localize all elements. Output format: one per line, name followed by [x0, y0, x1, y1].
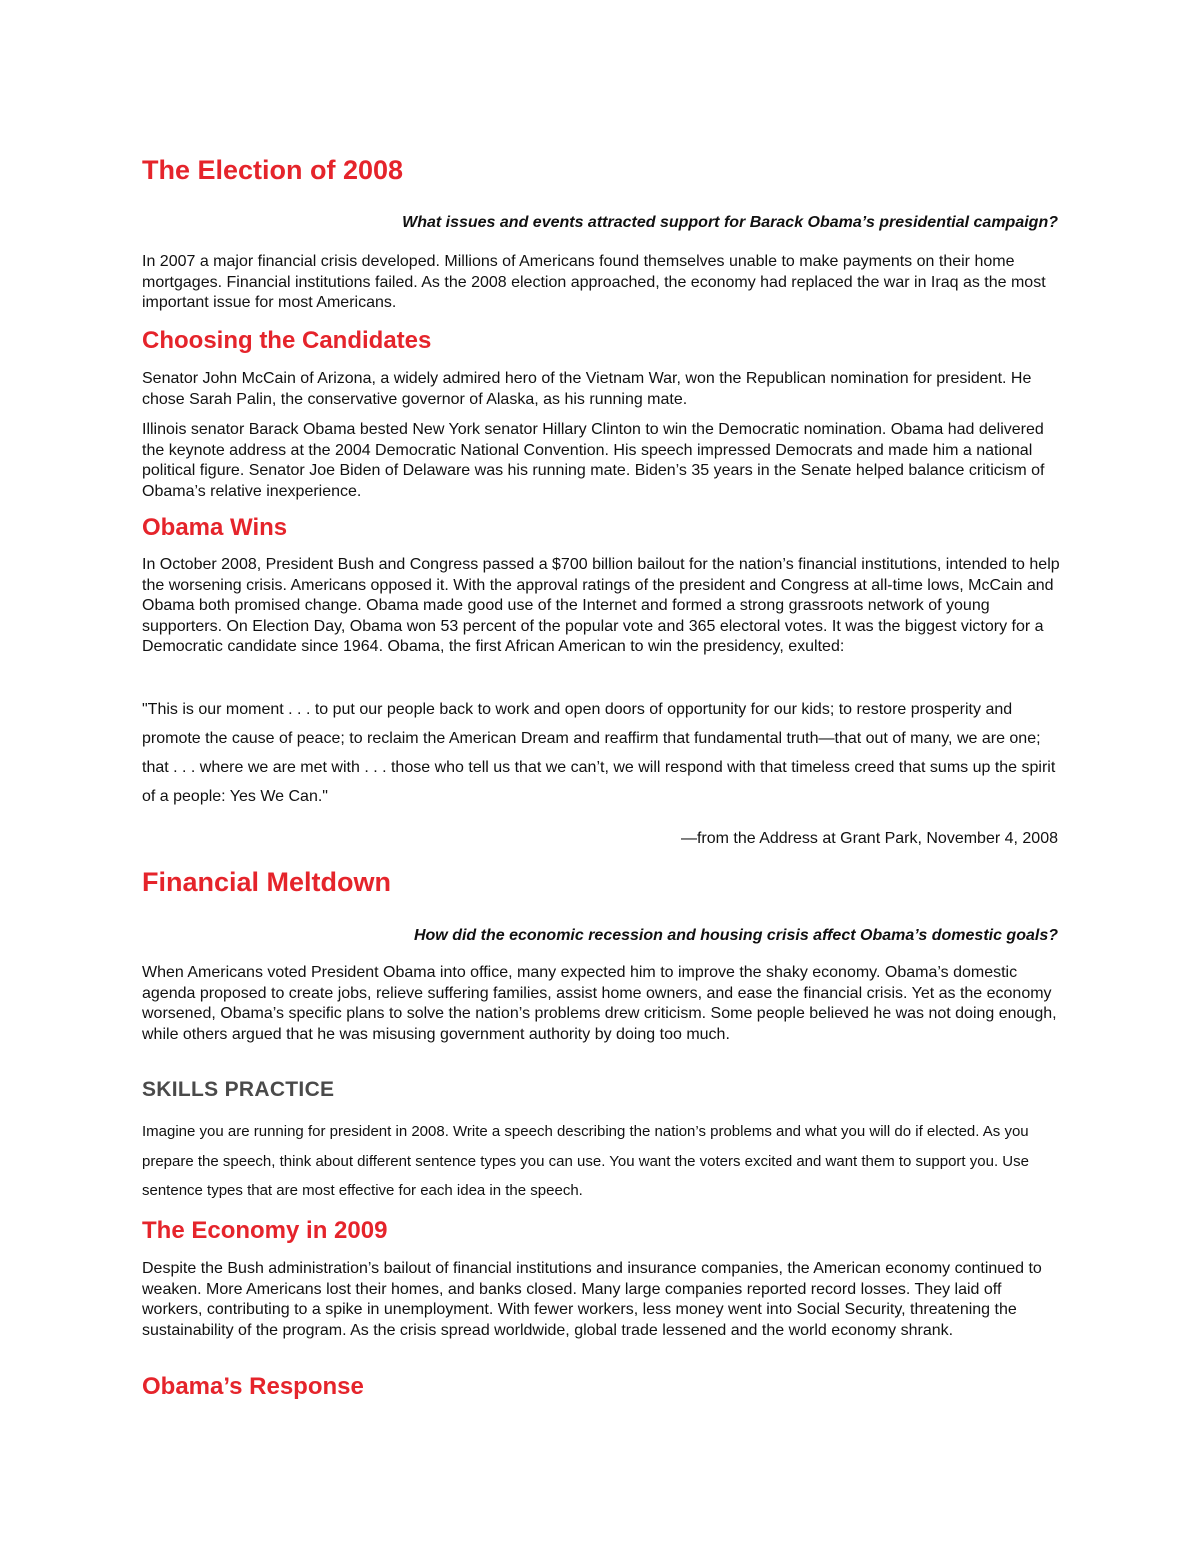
- section-title-election: The Election of 2008: [142, 155, 404, 185]
- skills-practice-heading: SKILLS PRACTICE: [142, 1078, 335, 1101]
- paragraph-meltdown: When Americans voted President Obama into office, many expected him to improve the shaky economy. Obama’s domestic agenda proposed to create jobs, relieve suffering families, assist home owners, and ease the financial crisis. Yet as the economy worsened, Obama’s specific plans to solve the nation’s problems drew criticism. Some people believed he was not doing enough, while others argued that he was misusing government authority by doing too much.: [142, 964, 1057, 1043]
- section-title-candidates: Choosing the Candidates: [142, 327, 432, 354]
- section-title-obama-wins: Obama Wins: [142, 514, 288, 541]
- guiding-question-meltdown: How did the economic recession and housing crisis affect Obama’s domestic goals?: [413, 927, 1058, 944]
- paragraph-economy: Despite the Bush administration’s bailout of financial institutions and insurance companies, the American economy continued to weaken. More Americans lost their homes, and banks closed. Many large companies reported record losses. They laid off workers, contributing to a spike in unemployment. With fewer workers, less money went into Social Security, threatening the sustainability of the program. As the crisis spread worldwide, global trade lessened and the world economy shrank.: [142, 1260, 1042, 1339]
- paragraph-candidates-1: Senator John McCain of Arizona, a widely admired hero of the Vietnam War, won the Republican nomination for president. He chose Sarah Palin, the conservative governor of Alaska, as his running mate.: [142, 370, 1032, 408]
- paragraph-election: In 2007 a major financial crisis developed. Millions of Americans found themselves unable to make payments on their home mortgages. Financial institutions failed. As the 2008 election approached, the economy had replaced the war in Iraq as the most important issue for most Americans.: [142, 253, 1046, 311]
- speech-quote: "This is our moment . . . to put our people back to work and open doors of opportunity for our kids; to restore prosperity and promote the cause of peace; to reclaim the American Dream and reaffirm that fundamental truth—that out of many, we are one; that . . . where we are met with . . . those who tell us that we can’t, we will respond with that timeless creed that sums up the spirit of a people: Yes We Can.": [142, 701, 1056, 805]
- section-title-response: Obama’s Response: [142, 1373, 364, 1400]
- guiding-question-election: What issues and events attracted support for Barack Obama’s presidential campaign?: [402, 214, 1058, 231]
- section-title-economy: The Economy in 2009: [142, 1217, 388, 1244]
- skills-practice-prompt: Imagine you are running for president in 2008. Write a speech describing the nation’s problems and what you will do if elected. As you prepare the speech, think about different sentence types you can use. You want the voters excited and want them to support you. Use sentence types that are most effective for each idea in the speech.: [142, 1123, 1029, 1199]
- quote-attribution: —from the Address at Grant Park, November 4, 2008: [680, 830, 1058, 847]
- section-title-meltdown: Financial Meltdown: [142, 867, 392, 897]
- paragraph-obama-wins: In October 2008, President Bush and Congress passed a $700 billion bailout for the nation’s financial institutions, intended to help the worsening crisis. Americans opposed it. With the approval ratings of the president and Congress at all-time lows, McCain and Obama both promised change. Obama made good use of the Internet and formed a strong grassroots network of young supporters. On Election Day, Obama won 53 percent of the popular vote and 365 electoral votes. It was the biggest victory for a Democratic candidate since 1964. Obama, the first African American to win the presidency, exulted:: [142, 556, 1060, 655]
- paragraph-candidates-2: Illinois senator Barack Obama bested New York senator Hillary Clinton to win the Democratic nomination. Obama had delivered the keynote address at the 2004 Democratic National Convention. His speech impressed Democrats and made him a national political figure. Senator Joe Biden of Delaware was his running mate. Biden’s 35 years in the Senate helped balance criticism of Obama’s relative inexperience.: [142, 421, 1045, 500]
